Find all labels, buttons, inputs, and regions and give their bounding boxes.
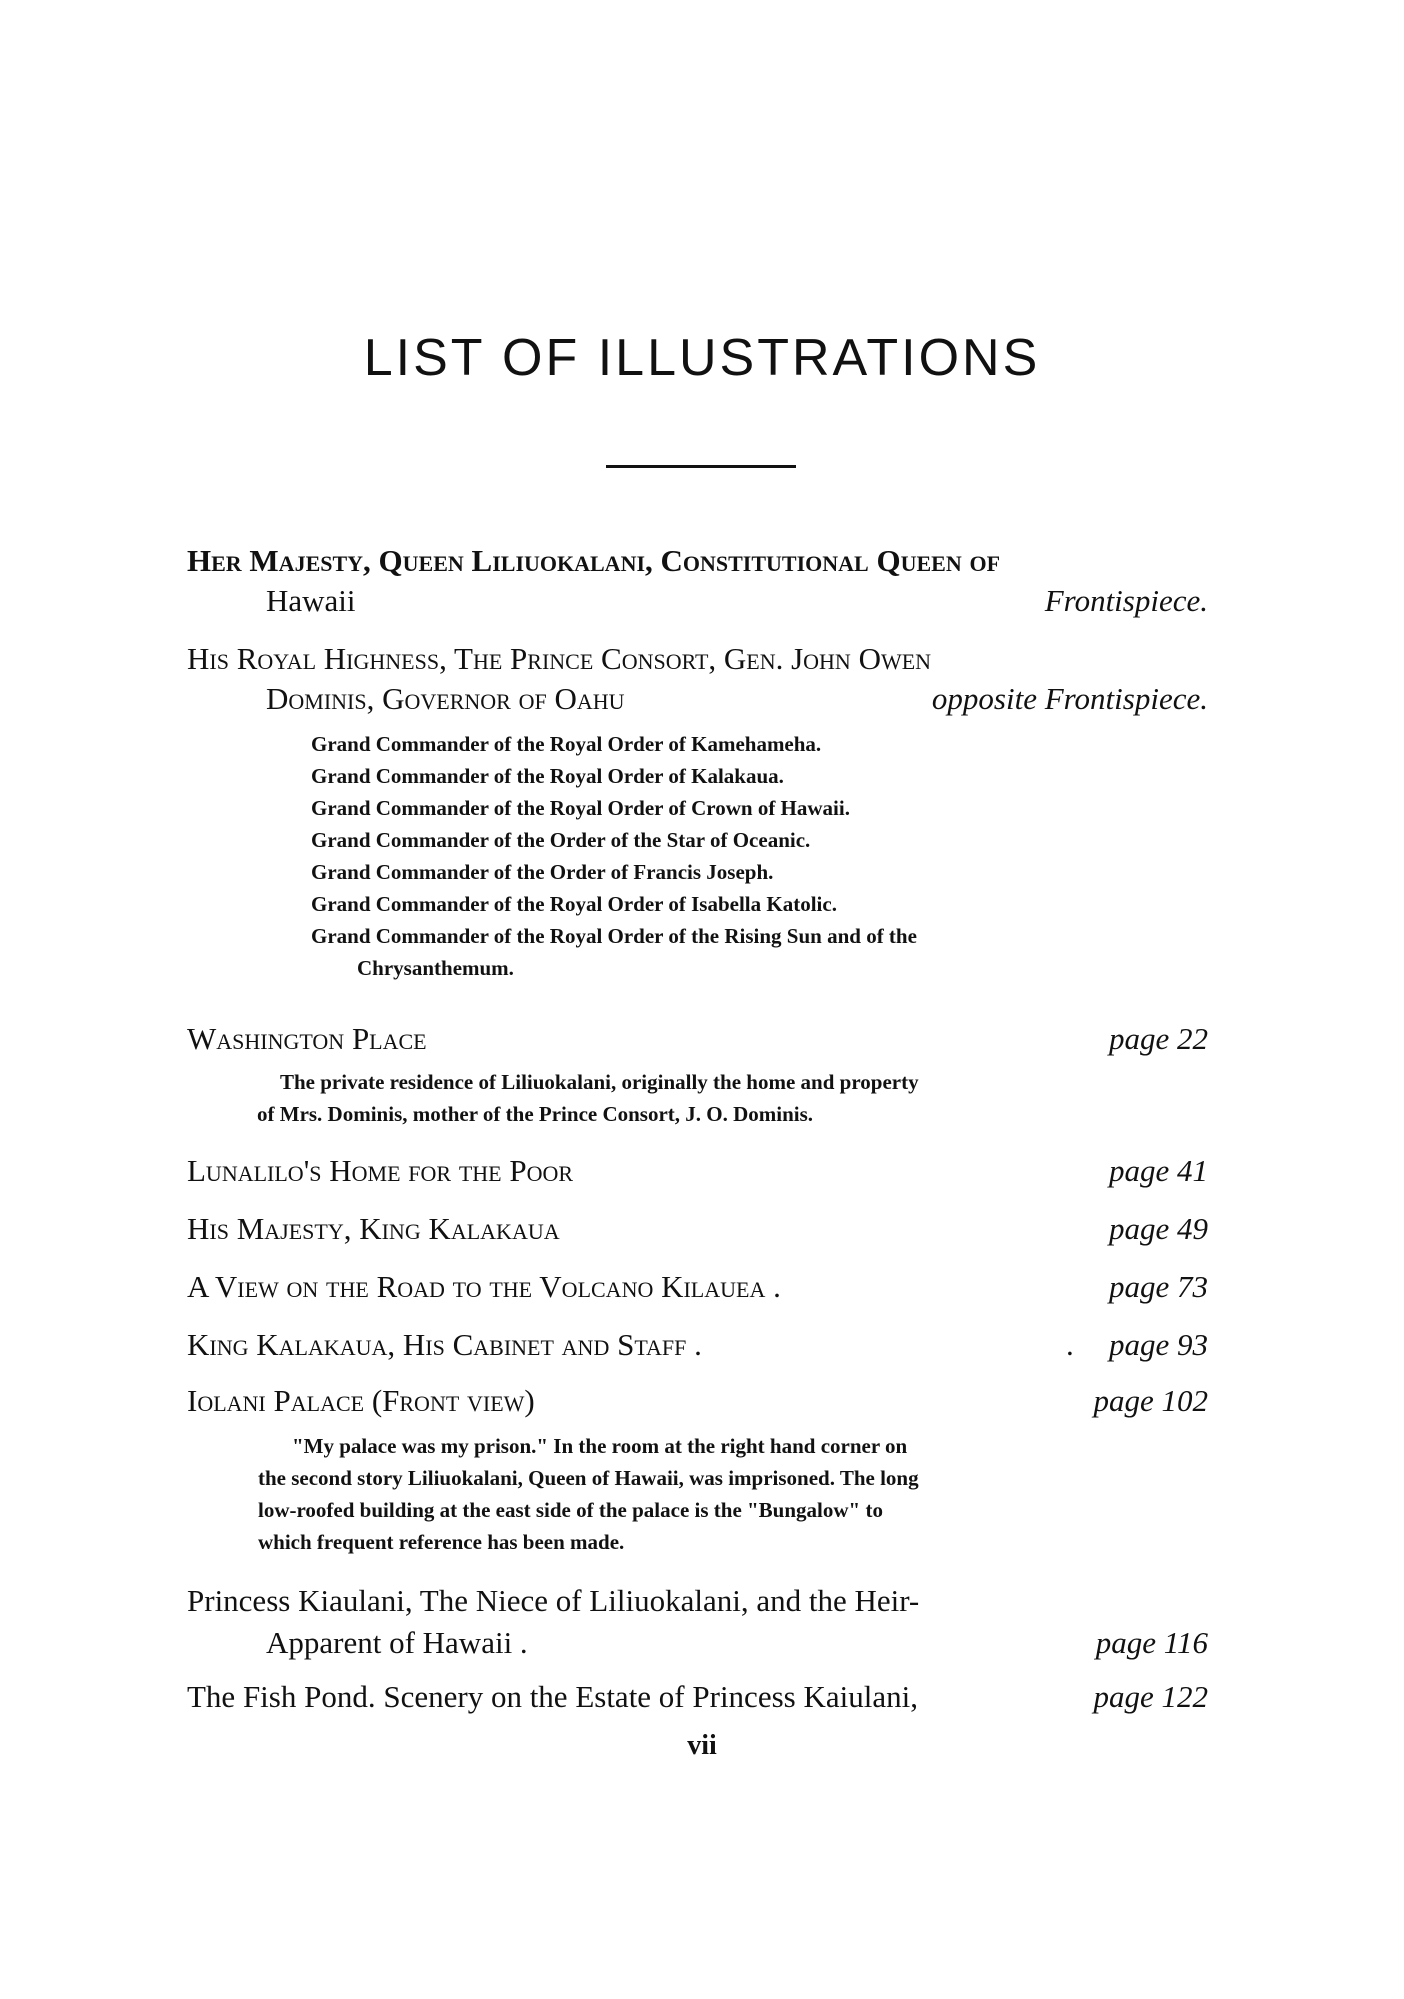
entry-queen-line1: Her Majesty, Queen Liliuokalani, Constitutional Queen of <box>187 543 1001 578</box>
entry-consort-ref: opposite Frontispiece. <box>931 681 1208 716</box>
consort-order: Grand Commander of the Royal Order of Kalakaua. <box>311 764 784 788</box>
entry-consort-line1: His Royal Highness, The Prince Consort, Gen. John Owen <box>187 641 932 676</box>
entry-lunalilo-title: Lunalilo's Home for the Poor <box>187 1153 574 1188</box>
consort-order: Grand Commander of the Royal Order of Isabella Katolic. <box>311 892 837 916</box>
entry-cabinet-page: page 93 <box>1108 1327 1208 1362</box>
entry-king-title: His Majesty, King Kalakaua <box>187 1211 560 1246</box>
page-title: LIST OF ILLUSTRATIONS <box>363 329 1041 387</box>
entry-cabinet-title: King Kalakaua, His Cabinet and Staff . <box>187 1327 702 1362</box>
entry-lunalilo-page: page 41 <box>1108 1153 1208 1188</box>
entry-washington-title: Washington Place <box>187 1021 427 1056</box>
washington-note: The private residence of Liliuokalani, originally the home and property <box>280 1070 919 1094</box>
entry-princess-page: page 116 <box>1095 1625 1208 1660</box>
entry-fishpond-title: The Fish Pond. Scenery on the Estate of Princess Kaiulani, <box>187 1679 918 1714</box>
consort-order: Grand Commander of the Order of the Star of Oceanic. <box>311 828 811 852</box>
entry-fishpond-page: page 122 <box>1093 1679 1208 1714</box>
entry-queen-ref: Frontispiece. <box>1044 583 1208 618</box>
entry-volcano-page: page 73 <box>1108 1269 1208 1304</box>
entry-king-page: page 49 <box>1108 1211 1208 1246</box>
entry-princess-line1: Princess Kiaulani, The Niece of Liliuokalani, and the Heir- <box>187 1583 920 1618</box>
iolani-note: "My palace was my prison." In the room at the right hand corner on <box>292 1434 908 1458</box>
title-rule <box>606 465 796 468</box>
washington-note: of Mrs. Dominis, mother of the Prince Consort, J. O. Dominis. <box>257 1102 814 1126</box>
iolani-note: low-roofed building at the east side of the palace is the "Bungalow" to <box>258 1498 883 1522</box>
consort-order: Chrysanthemum. <box>357 956 514 980</box>
iolani-note: the second story Liliuokalani, Queen of Hawaii, was imprisoned. The long <box>258 1466 919 1490</box>
consort-order: Grand Commander of the Royal Order of the Rising Sun and of the <box>311 924 917 948</box>
entry-iolani-page: page 102 <box>1093 1383 1208 1418</box>
entry-iolani-title: Iolani Palace (Front view) <box>187 1383 535 1418</box>
consort-order: Grand Commander of the Royal Order of Crown of Hawaii. <box>311 796 850 820</box>
entry-queen-line2: Hawaii <box>266 583 356 618</box>
entry-princess-line2: Apparent of Hawaii . <box>266 1625 528 1660</box>
consort-order: Grand Commander of the Royal Order of Kamehameha. <box>311 732 822 756</box>
consort-order: Grand Commander of the Order of Francis Joseph. <box>311 860 774 884</box>
page-number: vii <box>687 1730 717 1761</box>
iolani-note: which frequent reference has been made. <box>258 1530 625 1554</box>
entry-volcano-title: A View on the Road to the Volcano Kilauea . <box>187 1269 781 1304</box>
entry-consort-line2: Dominis, Governor of Oahu <box>266 681 625 716</box>
entry-cabinet-dot: . <box>1066 1327 1074 1362</box>
entry-washington-page: page 22 <box>1108 1021 1208 1056</box>
